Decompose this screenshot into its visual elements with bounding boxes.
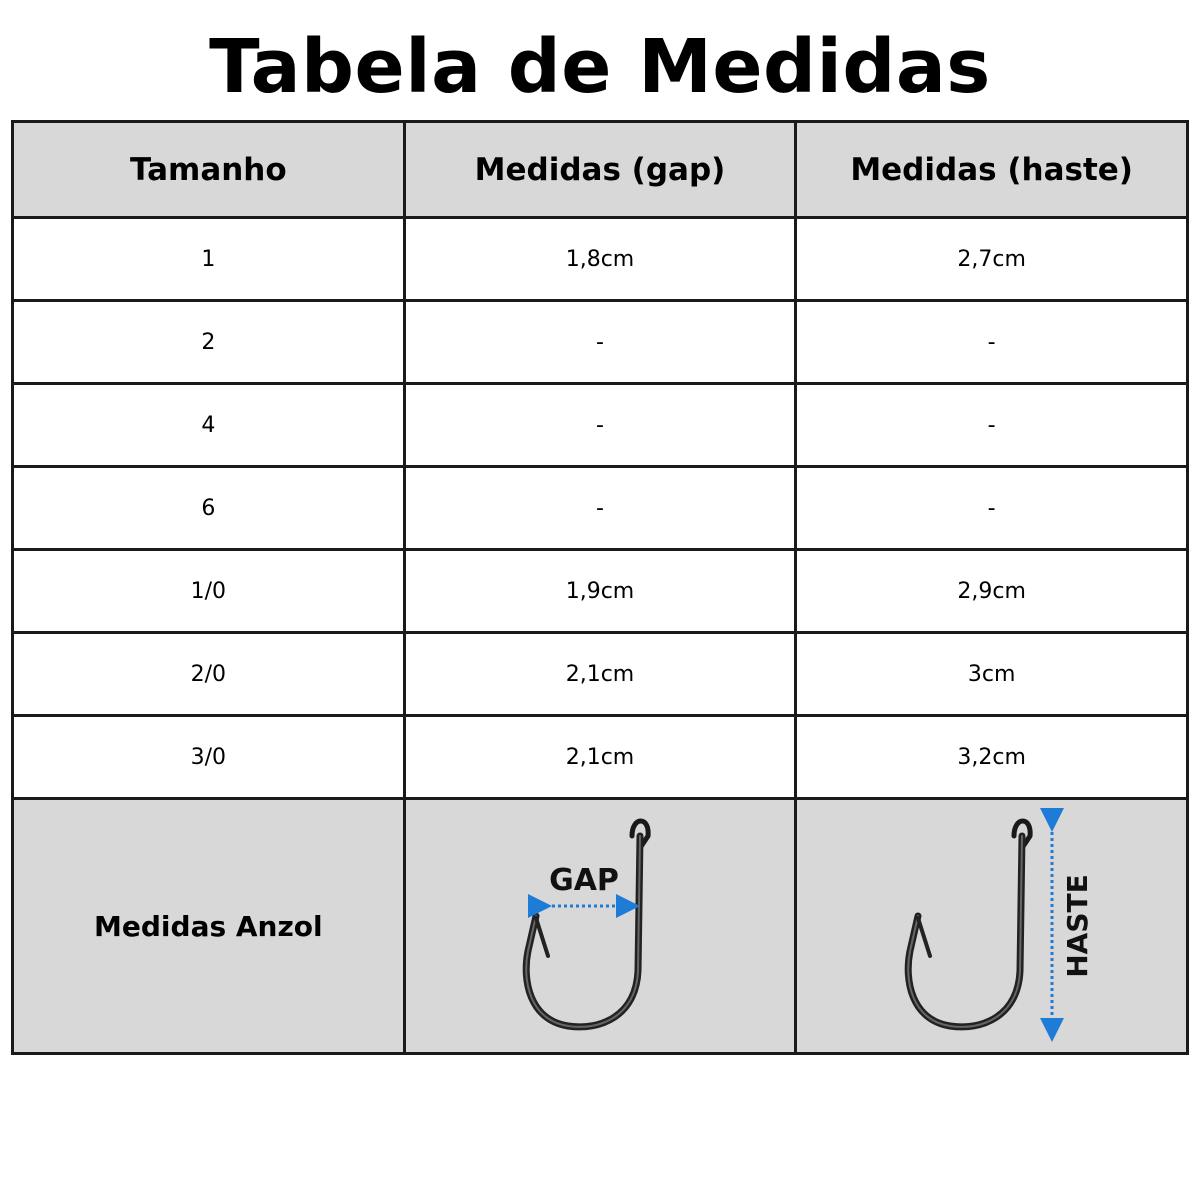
- gap-label: GAP: [549, 863, 619, 898]
- table-row: [13, 716, 1188, 799]
- cell-haste: -: [796, 467, 1188, 550]
- cell-haste: -: [796, 384, 1188, 467]
- table-row: [13, 218, 1188, 301]
- cell-gap: 1,9cm: [404, 550, 796, 633]
- cell-gap: -: [404, 384, 796, 467]
- haste-diagram-cell: [796, 799, 1188, 1054]
- cell-tamanho: 2: [13, 301, 405, 384]
- header-tamanho: Tamanho: [13, 122, 405, 218]
- cell-tamanho: 1: [13, 218, 405, 301]
- cell-gap: 2,1cm: [404, 716, 796, 799]
- cell-haste: 2,7cm: [796, 218, 1188, 301]
- cell-gap: -: [404, 467, 796, 550]
- cell-gap: 2,1cm: [404, 633, 796, 716]
- cell-haste: 3,2cm: [796, 716, 1188, 799]
- cell-gap: -: [404, 301, 796, 384]
- footer-label-cell: [13, 799, 405, 1054]
- gap-diagram-cell: [404, 799, 796, 1054]
- footer-label: Medidas Anzol: [94, 909, 323, 943]
- cell-gap: 1,8cm: [404, 218, 796, 301]
- table-footer-row: [13, 799, 1188, 1054]
- cell-haste: 3cm: [796, 633, 1188, 716]
- page-title: Tabela de Medidas: [209, 24, 991, 110]
- table-header-row: [13, 122, 1188, 218]
- table-row: [13, 384, 1188, 467]
- header-medidas-gap: Medidas (gap): [404, 122, 796, 218]
- cell-tamanho: 3/0: [13, 716, 405, 799]
- table-row: [13, 550, 1188, 633]
- fish-hook-haste-icon: [882, 806, 1102, 1046]
- cell-tamanho: 6: [13, 467, 405, 550]
- header-medidas-haste: Medidas (haste): [796, 122, 1188, 218]
- table-row: [13, 301, 1188, 384]
- cell-tamanho: 2/0: [13, 633, 405, 716]
- haste-label: HASTE: [1060, 874, 1094, 978]
- cell-haste: -: [796, 301, 1188, 384]
- table-row: [13, 633, 1188, 716]
- cell-tamanho: 1/0: [13, 550, 405, 633]
- measurement-table: [11, 120, 1189, 1055]
- cell-haste: 2,9cm: [796, 550, 1188, 633]
- cell-tamanho: 4: [13, 384, 405, 467]
- table-row: [13, 467, 1188, 550]
- fish-hook-gap-icon: [500, 806, 700, 1046]
